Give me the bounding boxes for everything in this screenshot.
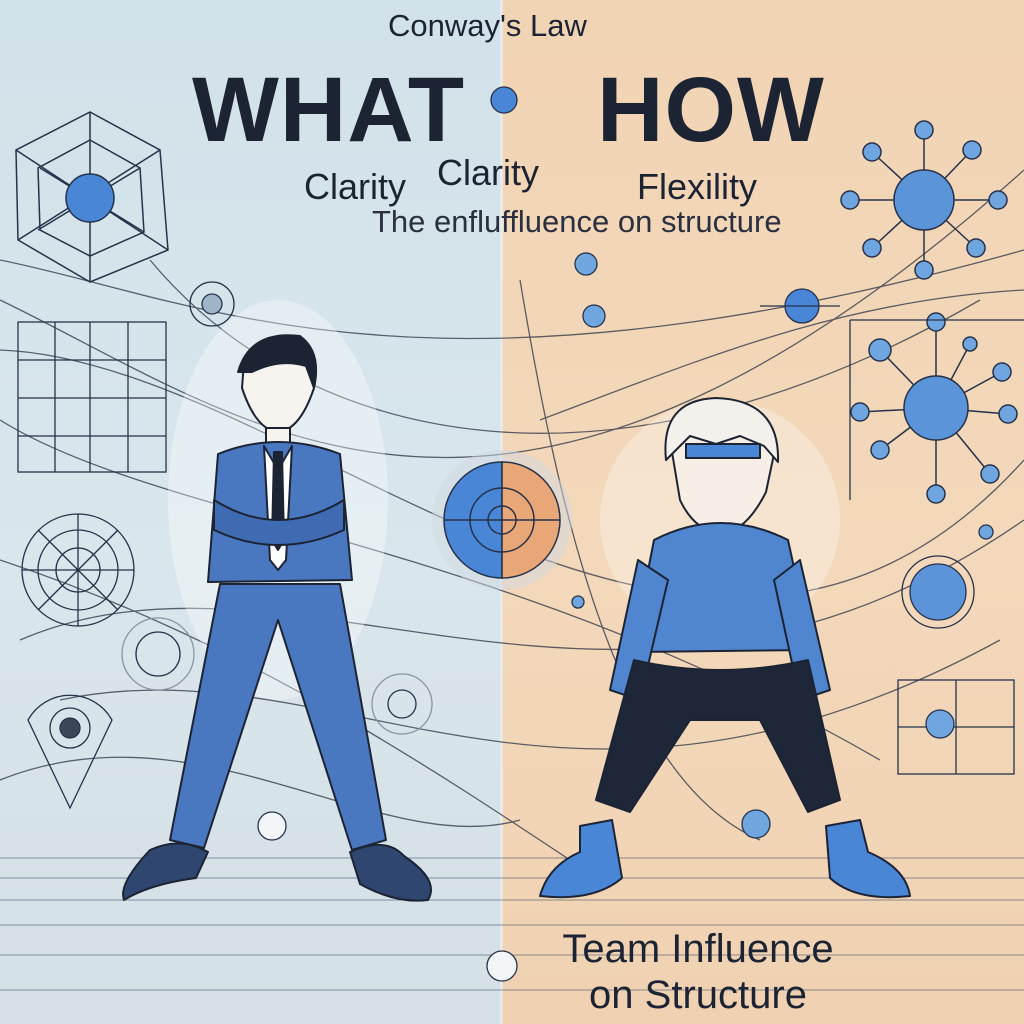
tagline: The enfluffluence on structure: [372, 204, 782, 239]
footer-line-1: Team Influence: [562, 927, 834, 971]
left-word: Clarity: [304, 166, 407, 207]
suit-figure: [123, 300, 431, 901]
hub-icon: [851, 313, 1017, 503]
caption: Conway's Law: [388, 8, 587, 43]
web-icon: [22, 514, 134, 626]
network-node-icon: [16, 112, 168, 282]
footer-caption: [548, 926, 848, 1018]
right-word: Flexility: [637, 166, 758, 207]
footer-line-2: on Structure: [589, 973, 807, 1017]
hoodie-figure: [540, 398, 910, 897]
center-target-icon: [432, 450, 572, 590]
center-word: Clarity: [437, 152, 540, 193]
right-heading: HOW: [597, 59, 825, 161]
hub-icon: [841, 121, 1007, 279]
grid-sketch: [18, 322, 166, 472]
pin-icon: [28, 695, 112, 808]
left-heading: WHAT: [192, 59, 466, 161]
